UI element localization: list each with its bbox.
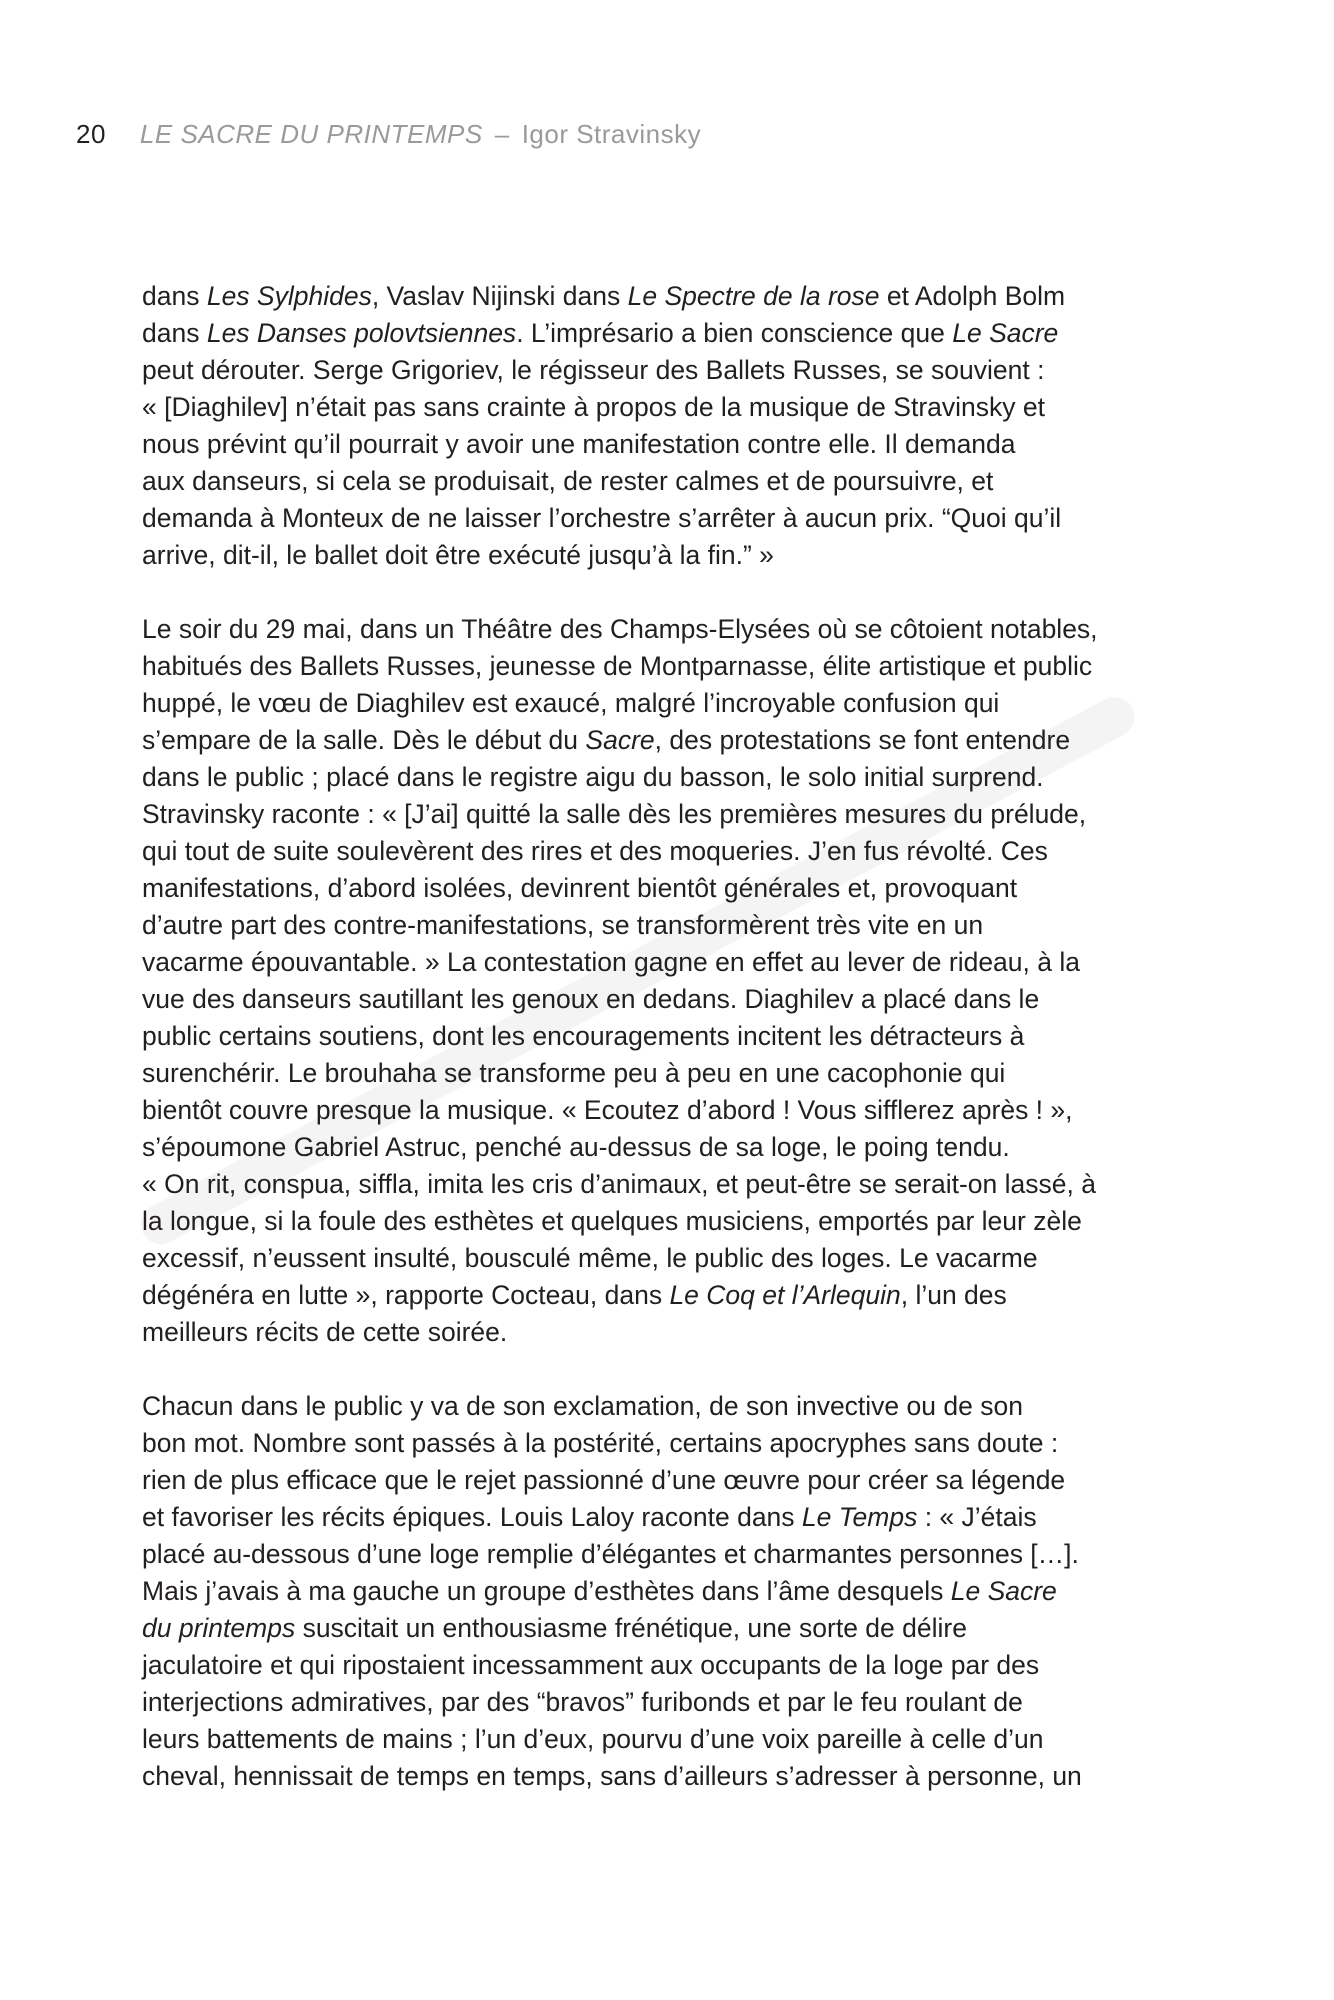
text-run: , l’un des bbox=[900, 1280, 1007, 1310]
text-line bbox=[142, 352, 1202, 389]
text-line bbox=[142, 1721, 1202, 1758]
text-run: nous prévint qu’il pourrait y avoir une manifestation contre elle. Il demanda bbox=[142, 429, 1016, 459]
text-line bbox=[142, 1277, 1202, 1314]
text-line bbox=[142, 1388, 1202, 1425]
text-run: « [Diaghilev] n’était pas sans crainte à propos de la musique de Stravinsky et bbox=[142, 392, 1045, 422]
text-line bbox=[142, 315, 1202, 352]
text-line bbox=[142, 278, 1202, 315]
text-line bbox=[142, 1203, 1202, 1240]
header-separator: – bbox=[494, 119, 510, 149]
text-line bbox=[142, 833, 1202, 870]
text-run: qui tout de suite soulevèrent des rires et des moqueries. J’en fus révolté. Ces bbox=[142, 836, 1048, 866]
text-run: habitués des Ballets Russes, jeunesse de Montparnasse, élite artistique et public bbox=[142, 651, 1093, 681]
text-line bbox=[142, 1055, 1202, 1092]
text-run: . L’imprésario a bien conscience que bbox=[516, 318, 953, 348]
text-run: vue des danseurs sautillant les genoux en dedans. Diaghilev a placé dans le bbox=[142, 984, 1040, 1014]
text-run: jaculatoire et qui ripostaient incessamment aux occupants de la loge par des bbox=[142, 1650, 1040, 1680]
text-run: et Adolph Bolm bbox=[879, 281, 1066, 311]
text-run: s’empare de la salle. Dès le début du bbox=[142, 725, 586, 755]
text-run: bientôt couvre presque la musique. « Ecoutez d’abord ! Vous sifflerez après ! », bbox=[142, 1095, 1073, 1125]
text-line bbox=[142, 1499, 1202, 1536]
text-line bbox=[142, 1314, 1202, 1351]
text-line bbox=[142, 1166, 1202, 1203]
text-run: surenchérir. Le brouhaha se transforme peu à peu en une cacophonie qui bbox=[142, 1058, 1006, 1088]
author-name: Igor Stravinsky bbox=[521, 119, 702, 149]
text-line bbox=[142, 1240, 1202, 1277]
text-line bbox=[142, 1425, 1202, 1462]
text-line bbox=[142, 1018, 1202, 1055]
text-line bbox=[142, 1684, 1202, 1721]
text-line bbox=[142, 1462, 1202, 1499]
text-line bbox=[142, 944, 1202, 981]
text-line bbox=[142, 685, 1202, 722]
text-run: cheval, hennissait de temps en temps, sans d’ailleurs s’adresser à personne, un bbox=[142, 1761, 1082, 1791]
text-line bbox=[142, 426, 1202, 463]
text-line bbox=[142, 500, 1202, 537]
text-line bbox=[142, 611, 1202, 648]
italic-title-text: Le Temps bbox=[801, 1502, 918, 1532]
text-run: arrive, dit-il, le ballet doit être exécuté jusqu’à la fin.” » bbox=[142, 540, 774, 570]
book-title: LE SACRE DU PRINTEMPS bbox=[139, 119, 483, 149]
text-line bbox=[142, 722, 1202, 759]
text-run: meilleurs récits de cette soirée. bbox=[142, 1317, 508, 1347]
text-run: , des protestations se font entendre bbox=[654, 725, 1071, 755]
text-run: Stravinsky raconte : « [J’ai] quitté la salle dès les premières mesures du prélude, bbox=[142, 799, 1087, 829]
text-line bbox=[142, 907, 1202, 944]
text-line bbox=[142, 1758, 1202, 1795]
text-run: , Vaslav Nijinski dans bbox=[371, 281, 628, 311]
italic-title-text: Le Coq et l’Arlequin bbox=[669, 1280, 901, 1310]
text-run: : « J’étais bbox=[917, 1502, 1037, 1532]
text-run: Mais j’avais à ma gauche un groupe d’esthètes dans l’âme desquels bbox=[142, 1576, 951, 1606]
text-run: « On rit, conspua, siffla, imita les cris d’animaux, et peut-être se serait-on lassé, à bbox=[142, 1169, 1096, 1199]
text-line bbox=[142, 537, 1202, 574]
text-line bbox=[142, 981, 1202, 1018]
text-line bbox=[142, 463, 1202, 500]
italic-title-text: Sacre bbox=[585, 725, 655, 755]
text-line bbox=[142, 796, 1202, 833]
italic-title-text: Le Spectre de la rose bbox=[627, 281, 880, 311]
text-run: vacarme épouvantable. » La contestation gagne en effet au lever de rideau, à la bbox=[142, 947, 1080, 977]
text-run: leurs battements de mains ; l’un d’eux, pourvu d’une voix pareille à celle d’un bbox=[142, 1724, 1044, 1754]
text-run: Chacun dans le public y va de son exclamation, de son invective ou de son bbox=[142, 1391, 1023, 1421]
text-line bbox=[142, 1610, 1202, 1647]
text-run: huppé, le vœu de Diaghilev est exaucé, malgré l’incroyable confusion qui bbox=[142, 688, 1000, 718]
text-line bbox=[142, 870, 1202, 907]
text-run: dans bbox=[142, 318, 207, 348]
text-run: demanda à Monteux de ne laisser l’orchestre s’arrêter à aucun prix. “Quoi qu’il bbox=[142, 503, 1062, 533]
text-run: et favoriser les récits épiques. Louis Laloy raconte dans bbox=[142, 1502, 802, 1532]
text-run: bon mot. Nombre sont passés à la postérité, certains apocryphes sans doute : bbox=[142, 1428, 1059, 1458]
body-text bbox=[142, 278, 1202, 1832]
italic-title-text: du printemps bbox=[142, 1613, 296, 1643]
text-run: la longue, si la foule des esthètes et quelques musiciens, emportés par leur zèle bbox=[142, 1206, 1082, 1236]
text-line bbox=[142, 1129, 1202, 1166]
text-line bbox=[142, 1536, 1202, 1573]
text-line bbox=[142, 759, 1202, 796]
text-run: suscitait un enthousiasme frénétique, une sorte de délire bbox=[295, 1613, 967, 1643]
text-run: aux danseurs, si cela se produisait, de rester calmes et de poursuivre, et bbox=[142, 466, 994, 496]
italic-title-text: Le Sacre bbox=[952, 318, 1059, 348]
text-run: manifestations, d’abord isolées, devinrent bientôt générales et, provoquant bbox=[142, 873, 1018, 903]
page-number: 20 bbox=[76, 119, 106, 149]
text-line bbox=[142, 1573, 1202, 1610]
text-run: placé au-dessous d’une loge remplie d’élégantes et charmantes personnes […]. bbox=[142, 1539, 1079, 1569]
running-header bbox=[76, 118, 701, 150]
text-line bbox=[142, 1092, 1202, 1129]
text-run: interjections admiratives, par des “bravos” furibonds et par le feu roulant de bbox=[142, 1687, 1023, 1717]
paragraph bbox=[142, 278, 1202, 574]
text-line bbox=[142, 389, 1202, 426]
text-run: rien de plus efficace que le rejet passionné d’une œuvre pour créer sa légende bbox=[142, 1465, 1066, 1495]
text-run: public certains soutiens, dont les encouragements incitent les détracteurs à bbox=[142, 1021, 1025, 1051]
text-line bbox=[142, 648, 1202, 685]
paragraph bbox=[142, 1388, 1202, 1795]
text-line bbox=[142, 1647, 1202, 1684]
italic-title-text: Le Sacre bbox=[950, 1576, 1057, 1606]
italic-title-text: Les Sylphides bbox=[206, 281, 372, 311]
text-run: peut dérouter. Serge Grigoriev, le régisseur des Ballets Russes, se souvient : bbox=[142, 355, 1045, 385]
text-run: Le soir du 29 mai, dans un Théâtre des Champs-Elysées où se côtoient notables, bbox=[142, 614, 1098, 644]
italic-title-text: Les Danses polovtsiennes bbox=[206, 318, 517, 348]
text-run: dans bbox=[142, 281, 207, 311]
text-run: excessif, n’eussent insulté, bousculé même, le public des loges. Le vacarme bbox=[142, 1243, 1038, 1273]
text-run: dégénéra en lutte », rapporte Cocteau, dans bbox=[142, 1280, 670, 1310]
paragraph bbox=[142, 611, 1202, 1351]
text-run: dans le public ; placé dans le registre aigu du basson, le solo initial surprend. bbox=[142, 762, 1044, 792]
text-run: s’époumone Gabriel Astruc, penché au-dessus de sa loge, le poing tendu. bbox=[142, 1132, 1010, 1162]
text-run: d’autre part des contre-manifestations, se transformèrent très vite en un bbox=[142, 910, 984, 940]
